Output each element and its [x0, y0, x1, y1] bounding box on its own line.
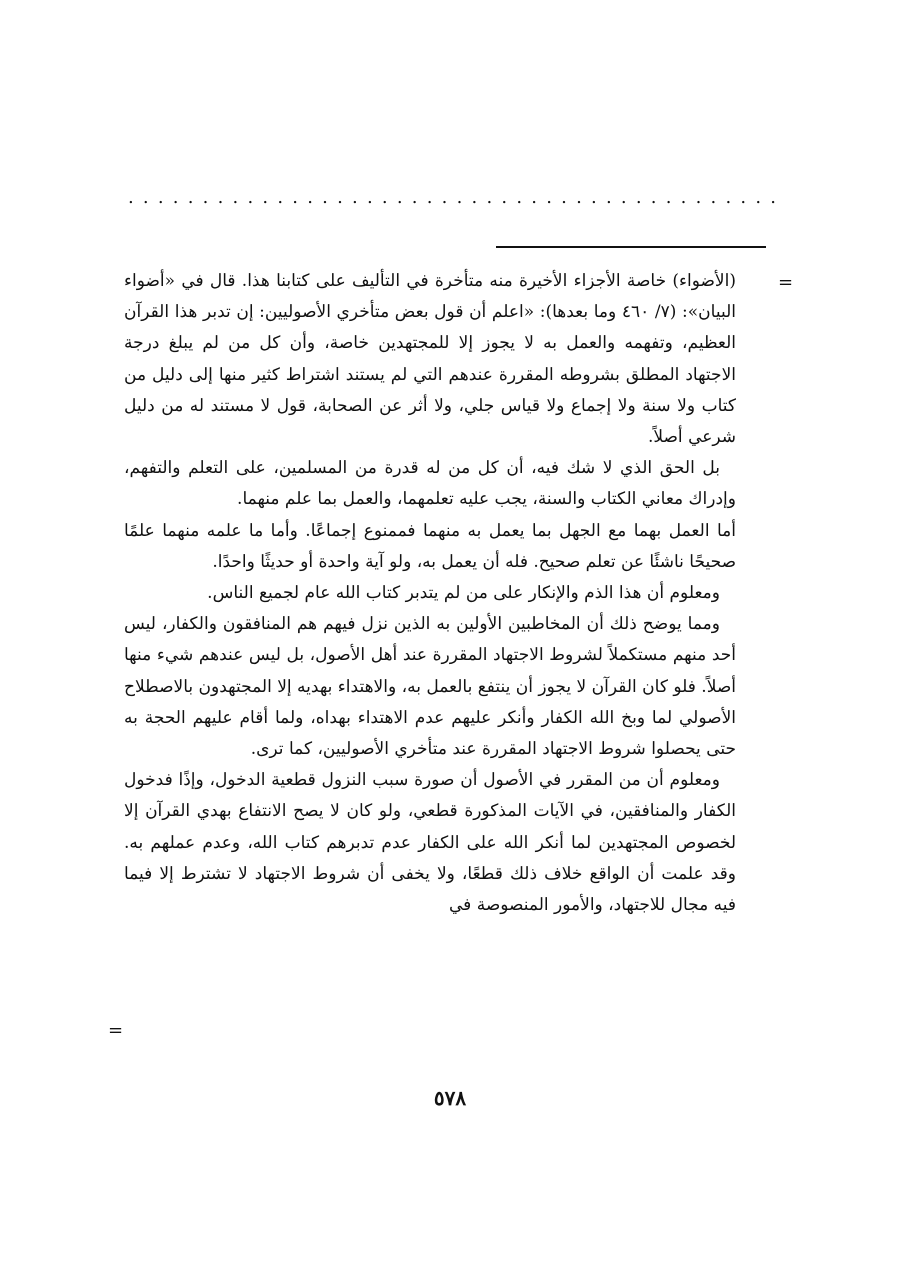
footnote-paragraph-1: (الأضواء) خاصة الأجزاء الأخيرة منه متأخرة في التأليف على كتابنا هذا. قال في «أضواء البيان»: (٧/ ٤٦٠ وما بعدها): «اعلم أن قول بعض متأخري الأصوليين: إن تدبر هذا القرآن العظيم، وتفهمه والعمل به لا يجوز إلا للمجتهدين خاصة، وأن كل من لم يبلغ درجة الاجتهاد المطلق بشروطه المقررة عندهم التي لم يستند اشتراط كثير منها إلى دليل من كتاب ولا سنة ولا إجماع ولا قياس جلي، ولا أثر عن الصحابة، قول لا مستند له من دليل شرعي أصلاً.	[124, 271, 736, 448]
footnote-paragraph-2: بل الحق الذي لا شك فيه، أن كل من له قدرة من المسلمين، على التعلم والتفهم، وإدراك معاني الكتاب والسنة، يجب عليه تعلمهما، والعمل بما علم منهما.	[124, 458, 736, 510]
footnote-paragraph-6: ومعلوم أن من المقرر في الأصول أن صورة سبب النزول قطعية الدخول، وإذًا فدخول الكفار والمنافقين، في الآيات المذكورة قطعي، ولو كان لا يصح الانتفاع بهدي القرآن إلا لخصوص المجتهدين لما أنكر الله على الكفار عدم تدبرهم كتاب الله، وعدم عملهم به. وقد علمت أن الواقع خلاف ذلك قطعًا، ولا يخفى أن شروط الاجتهاد لا تشترط إلا فيما فيه مجال للاجتهاد، والأمور المنصوصة في	[124, 770, 736, 916]
footnote-continues-marker: =	[108, 1020, 124, 1041]
page-number: ٥٧٨	[433, 1086, 467, 1110]
separator-dots: . . . . . . . . . . . . . . . . . . . . . . . . . . . . . . . . . . . . . . . . . . . .	[128, 188, 776, 208]
footnote-rule	[496, 246, 766, 248]
footnote-text	[124, 266, 736, 921]
footnote-paragraph-4: ومعلوم أن هذا الذم والإنكار على من لم يتدبر كتاب الله عام لجميع الناس.	[207, 583, 720, 604]
footnote-continuation-marker: =	[778, 272, 794, 293]
footnote-paragraph-3: أما العمل بهما مع الجهل بما يعمل به منهما فممنوع إجماعًا. وأما ما علمه منهما علمًا صحيحًا ناشئًا عن تعلم صحيح. فله أن يعمل به، ولو آية واحدة أو حديثًا واحدًا.	[124, 520, 736, 572]
footnote-paragraph-5: ومما يوضح ذلك أن المخاطبين الأولين به الذين نزل فيهم هم المنافقون والكفار، ليس أحد منهم مستكملاً لشروط الاجتهاد المقررة عند أهل الأصول، بل ليس عندهم شيء منها أصلاً. فلو كان القرآن لا يجوز أن ينتفع بالعمل به، والاهتداء بهديه إلا المجتهدون بالاصطلاح الأصولي لما وبخ الله الكفار وأنكر عليهم عدم الاهتداء بهداه، ولما أقام عليهم الحجة به حتى يحصلوا شروط الاجتهاد المقررة عند متأخري الأصوليين، كما ترى.	[124, 614, 736, 760]
